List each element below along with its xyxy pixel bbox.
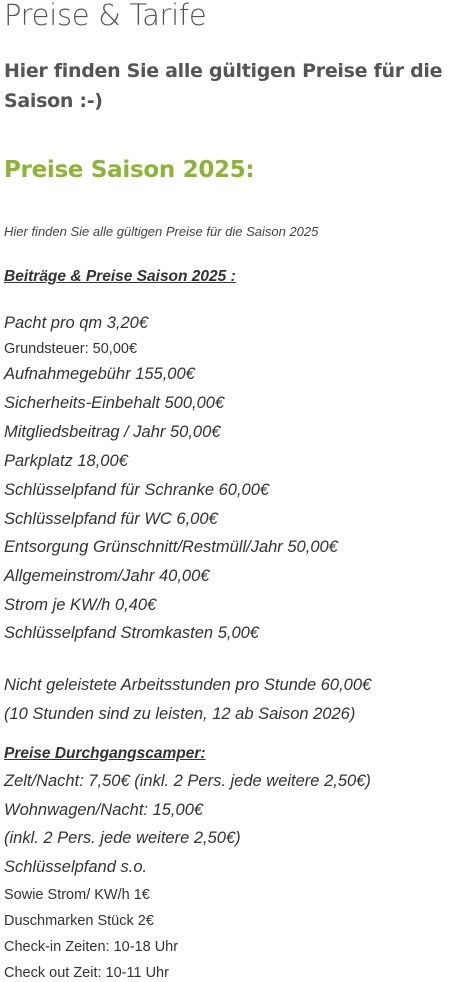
fee-item: Schlüsselpfand Stromkasten 5,00€ bbox=[4, 624, 259, 642]
campers-heading: Preise Durchgangscamper: bbox=[4, 745, 206, 762]
fee-item: Aufnahmegebühr 155,00€ bbox=[4, 365, 195, 383]
fee-item: Entsorgung Grünschnitt/Restmüll/Jahr 50,00€ bbox=[4, 538, 338, 556]
camper-item: Schlüsselpfand s.o. bbox=[4, 858, 148, 876]
camper-item: Sowie Strom/ KW/h 1€ bbox=[4, 887, 150, 903]
camper-item: (inkl. 2 Pers. jede weitere 2,50€) bbox=[4, 829, 241, 847]
intro-text: Hier finden Sie alle gültigen Preise für die Saison 2025 bbox=[4, 224, 319, 239]
camper-item: Check-in Zeiten: 10-18 Uhr bbox=[4, 939, 179, 955]
work-hours-price: Nicht geleistete Arbeitsstunden pro Stunde 60,00€ bbox=[4, 676, 372, 694]
season-heading: Preise Saison 2025: bbox=[4, 157, 255, 183]
fee-item: Schlüsselpfand für WC 6,00€ bbox=[4, 510, 218, 528]
camper-item: Check out Zeit: 10-11 Uhr bbox=[4, 965, 169, 981]
fee-item: Strom je KW/h 0,40€ bbox=[4, 596, 157, 614]
page-title: Preise & Tarife bbox=[4, 0, 207, 32]
fee-item: Grundsteuer: 50,00€ bbox=[4, 341, 138, 357]
fee-item: Schlüsselpfand für Schranke 60,00€ bbox=[4, 481, 270, 499]
camper-item: Duschmarken Stück 2€ bbox=[4, 913, 154, 929]
page-subtitle: Hier finden Sie alle gültigen Preise für die Saison :-) bbox=[4, 60, 443, 112]
fee-item: Sicherheits-Einbehalt 500,00€ bbox=[4, 394, 225, 412]
fee-item: Mitgliedsbeitrag / Jahr 50,00€ bbox=[4, 423, 221, 441]
fee-item: Parkplatz 18,00€ bbox=[4, 452, 128, 470]
fee-item: Allgemeinstrom/Jahr 40,00€ bbox=[4, 567, 210, 585]
fee-item: Pacht pro qm 3,20€ bbox=[4, 314, 149, 332]
work-hours-note: (10 Stunden sind zu leisten, 12 ab Saison 2026) bbox=[4, 705, 356, 723]
camper-item: Wohnwagen/Nacht: 15,00€ bbox=[4, 801, 204, 819]
fees-heading: Beiträge & Preise Saison 2025 : bbox=[4, 268, 236, 285]
camper-item: Zelt/Nacht: 7,50€ (inkl. 2 Pers. jede weitere 2,50€) bbox=[4, 772, 371, 790]
